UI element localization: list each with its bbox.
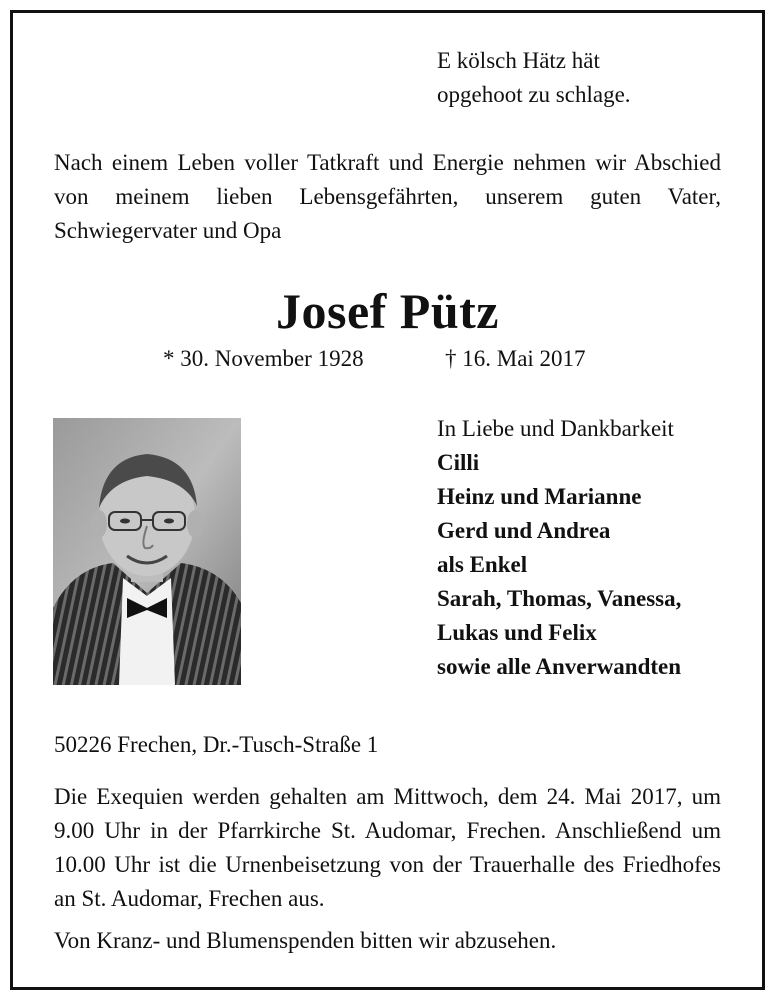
motto-line-1: E kölsch Hätz hät (437, 48, 600, 73)
motto-line-2: opgehoot zu schlage. (437, 82, 631, 107)
mourners-heading: In Liebe und Dankbarkeit (437, 416, 674, 441)
mourners-list (437, 412, 681, 684)
flowers-request: Von Kranz- und Blumenspenden bitten wir abzusehen. (54, 928, 557, 953)
mourner-line: sowie alle Anverwandten (437, 654, 682, 679)
intro-text: Nach einem Leben voller Tatkraft und Energie nehmen wir Abschied von meinem lieben Lebensgefährten, unserem guten Vater, Schwiegervater und Opa (54, 150, 721, 243)
address: 50226 Frechen, Dr.-Tusch-Straße 1 (54, 732, 379, 757)
mourner-line: Sarah, Thomas, Vanessa, (437, 586, 682, 611)
mourner-line: Cilli (437, 450, 480, 475)
mourner-line: Gerd und Andrea (437, 518, 611, 543)
deceased-name: Josef Pütz (276, 283, 499, 339)
funeral-details: Die Exequien werden gehalten am Mittwoch, dem 24. Mai 2017, um 9.00 Uhr in der Pfarrkirche St. Audomar, Frechen. Anschließend um 10.00 Uhr ist die Urnenbeisetzung von der Trauerhalle des Friedhofes an St. Audomar, Frechen aus. (54, 784, 721, 911)
motto (437, 44, 631, 112)
death-date: † 16. Mai 2017 (445, 346, 586, 371)
portrait-photo (53, 418, 241, 685)
birth-date: * 30. November 1928 (163, 346, 364, 371)
mourner-line: als Enkel (437, 552, 528, 577)
mourner-line: Heinz und Marianne (437, 484, 642, 509)
mourner-line: Lukas und Felix (437, 620, 597, 645)
